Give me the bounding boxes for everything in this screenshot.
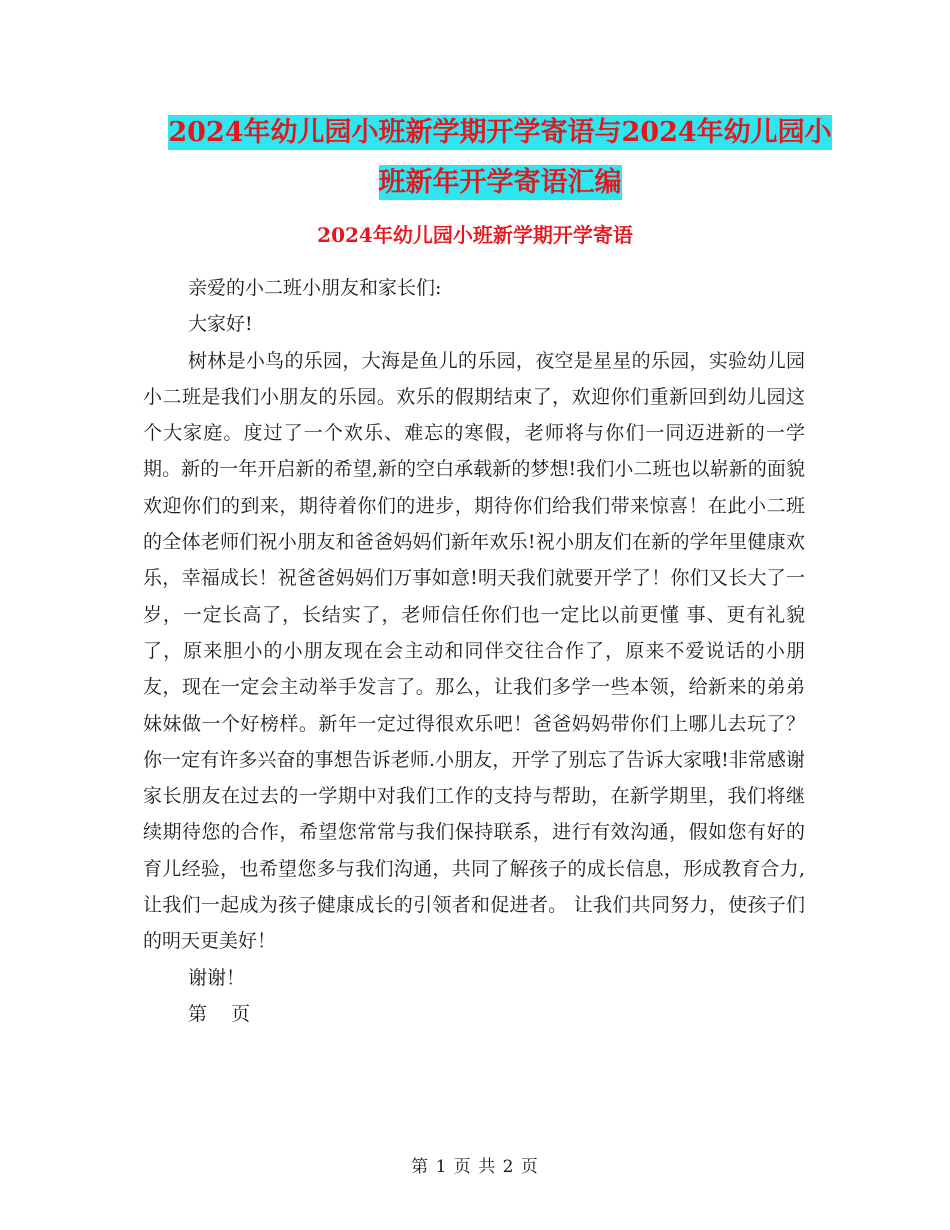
page-footer <box>0 1152 950 1177</box>
page-marker <box>143 996 805 1032</box>
page-marker-text: 第 页 <box>188 1002 251 1025</box>
letter-body <box>143 270 805 1032</box>
document-title-line-2: 班新年开学寄语汇编 <box>378 167 622 198</box>
salutation: 亲爱的小二班小朋友和家长们: <box>188 277 442 299</box>
page-number-info: 第 1 页 共 2 页 <box>411 1157 539 1177</box>
section-title: 2024年幼儿园小班新学期开学寄语 <box>317 223 633 247</box>
closing: 谢谢！ <box>188 966 246 989</box>
document-title-line-1: 2024年幼儿园小班新学期开学寄语与2024年幼儿园小 <box>168 117 832 148</box>
document-title <box>140 108 860 208</box>
greeting: 大家好! <box>188 313 253 336</box>
main-paragraph: 树林是小鸟的乐园，大海是鱼儿的乐园，夜空是星星的乐园，实验幼儿园小二班是我们小朋友的乐园。欢乐的假期结束了，欢迎你们重新回到幼儿园这个大家庭。度过了一个欢乐、难忘的寒假，老师将与你们一同迈进新的一学期。新的一年开启新的希望,新的空白承载新的梦想!我们小二班也以崭新的面貌欢迎你们的到来，期待着你们的进步，期待你们给我们带来惊喜！在此小二班的全体老师们祝小朋友和爸爸妈妈们新年欢乐!祝小朋友们在新的学年里健康欢乐，幸福成长！祝爸爸妈妈们万事如意!明天我们就要开学了！你们又长大了一岁，一定长高了，长结实了，老师信任你们也一定比以前更懂 事、更有礼貌了，原来胆小的小朋友现在会主动和同伴交往合作了，原来不爱说话的小朋友，现在一定会主动举手发言了。那么，让我们多学一些本领，给新来的弟弟妹妹做一个好榜样。新年一定过得很欢乐吧！爸爸妈妈带你们上哪儿去玩了？你一定有许多兴奋的事想告诉老师.小朋友，开学了别忘了告诉大家哦!非常感谢家长朋友在过去的一学期中对我们工作的支持与帮助，在新学期里，我们将继续期待您的合作，希望您常常与我们保持联系，进行有效沟通，假如您有好的育儿经验，也希望您多与我们沟通，共同了解孩子的成长信息，形成教育合力,让我们一起成为孩子健康成长的引领者和促进者。 让我们共同努力，使孩子们的明天更美好！ <box>143 349 805 953</box>
